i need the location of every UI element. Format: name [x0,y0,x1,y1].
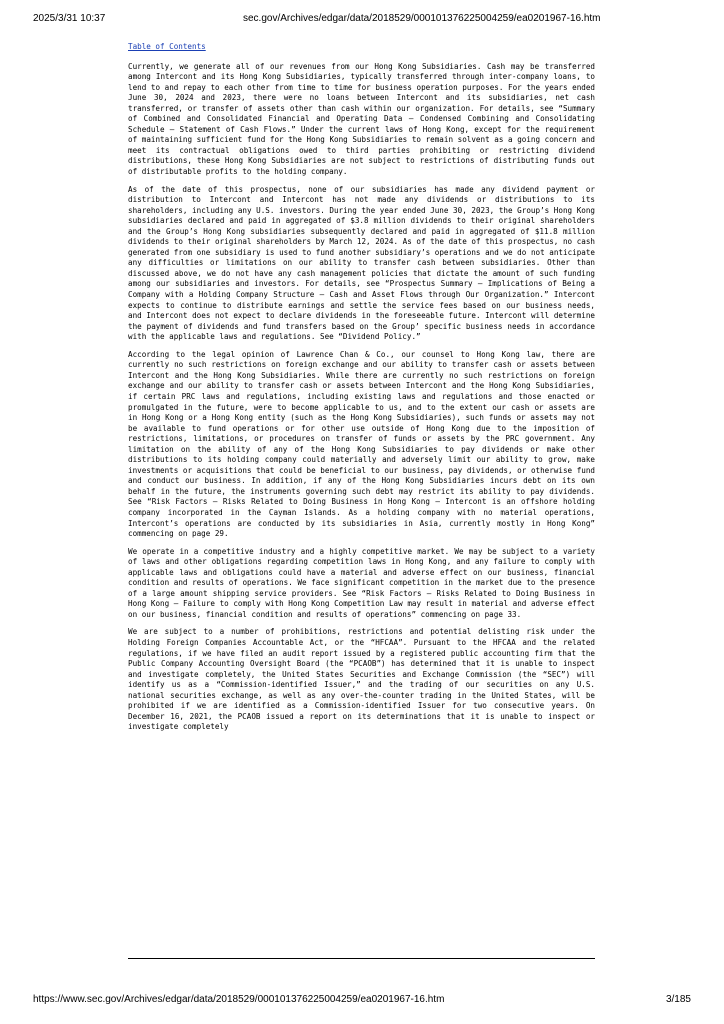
paragraph-hfcaa: We are subject to a number of prohibitions, restrictions and potential delisting risk under the Holding Foreign Companies Accountable Act, or the “HFCAA”. Pursuant to the HFCAA and the related regulations, if we have filed an audit report issued by a registered public accounting firm that the Public Company Accounting Oversight Board (the “PCAOB”) has determined that it is unable to inspect and investigate completely, the United States Securities and Exchange Commission (the “SEC”) will identify us as a “Commission-identified Issuer,” and the trading of our securities on any U.S. national securities exchange, as well as any over-the-counter trading in the United States, will be prohibited if we are identified as a Commission-identified Issuer for two consecutive years. On December 16, 2021, the PCAOB issued a report on its determinations that it is unable to inspect or investigate completely [128,627,595,732]
print-header-url: sec.gov/Archives/edgar/data/2018529/000101376225004259/ea0201967-16.htm [243,13,601,24]
page-number: 3/185 [665,994,691,1005]
document-body [128,42,595,740]
print-footer [0,994,724,1008]
paragraph-cash-transfers: Currently, we generate all of our revenues from our Hong Kong Subsidiaries. Cash may be transferred among Intercont and its Hong Kong Subsidiaries, typically transferred through inter-company loans, to lend to and repay to each other from time to time for business operation purposes. For the years ended June 30, 2024 and 2023, there were no loans between Intercont and its subsidiaries, net cash transferred, or transfer of assets other than cash within our organization. For details, see “Summary of Combined and Consolidated Financial and Operating Data — Condensed Combining and Consolidating Schedule — Statement of Cash Flows.” Under the current laws of Hong Kong, except for the requirement of maintaining sufficient fund for the Hong Kong Subsidiaries to remain solvent as a going concern and meet its contractual obligations owed to third parties prohibiting or restricting dividend distributions, these Hong Kong Subsidiaries are not subject to restrictions of distributing funds out of distributable profits to the holding company. [128,61,595,177]
paragraph-competition: We operate in a competitive industry and a highly competitive market. We may be subject to a variety of laws and other obligations regarding competition laws in Hong Kong, and any failure to comply with applicable laws and obligations could have a material and adverse effect on our business, financial condition and results of operations. We face significant competition in the market due to the presence of a large amount shipping service providers. See “Risk Factors — Risks Related to Doing Business in Hong Kong — Failure to comply with Hong Kong Competition Law may result in material and adverse effect on our business, financial condition and results of operations” commencing on page 33. [128,546,595,619]
paragraph-legal-opinion: According to the legal opinion of Lawrence Chan & Co., our counsel to Hong Kong law, there are currently no such restrictions on foreign exchange and our ability to transfer cash or assets between Intercont and the Hong Kong Subsidiaries. While there are currently no such restrictions on foreign exchange and our ability to transfer cash or assets between Intercont and the Hong Kong Subsidiaries, if certain PRC laws and regulations, including existing laws and regulations and those enacted or promulgated in the future, were to become applicable to us, and to the extent our cash or assets are in Hong Kong or a Hong Kong entity (such as the Hong Kong Subsidiaries), such funds or assets may not be available to fund operations or for other use outside of Hong Kong due to the imposition of restrictions, limitations, or procedures on transfer of funds or assets by the PRC government. Any limitation on the ability of any of the Hong Kong Subsidiaries to pay dividends or make other distributions to its holding company could materially and adversely limit our ability to grow, make investments or acquisitions that could be beneficial to our business, pay dividends, or otherwise fund and conduct our business. In addition, if any of the Hong Kong Subsidiaries incurs debt on its own behalf in the future, the instruments governing such debt may restrict its ability to pay dividends. See “Risk Factors — Risks Related to Doing Business in Hong Kong — Intercont is an offshore holding company incorporated in the Cayman Islands. As a holding company with no material operations, Intercont’s operations are conducted by its subsidiaries in Asia, currently mostly in Hong Kong” commencing on page 29. [128,349,595,539]
paragraph-dividends: As of the date of this prospectus, none of our subsidiaries has made any dividend payment or distribution to Intercont and Intercont has not made any dividends or distributions to its shareholders, including any U.S. investors. During the year ended June 30, 2023, the Group’s Hong Kong subsidiaries declared and paid in aggregated of $3.8 million dividends to their original shareholders and the Group’s Hong Kong subsidiaries subsequently declared and paid in aggregated of $11.8 million dividends to their original shareholders by March 12, 2024. As of the date of this prospectus, no cash generated from one subsidiary is used to fund another subsidiary’s operations and we do not anticipate any difficulties or limitations on our ability to transfer cash between subsidiaries. Other than discussed above, we do not have any cash management policies that dictate the amount of such funding among our subsidiaries and investors. For details, see “Prospectus Summary — Implications of Being a Company with a Holding Company Structure — Cash and Asset Flows through Our Organization.” Intercont expects to continue to distribute earnings and settle the service fees based on our business needs, and Intercont does not expect to declare dividends in the foreseeable future. Intercont will determine the payment of dividends and fund transfers based on the Group’ specific business needs in accordance with the applicable laws and regulations. See “Dividend Policy.” [128,184,595,342]
print-footer-url: https://www.sec.gov/Archives/edgar/data/2018529/000101376225004259/ea0201967-16.htm [33,994,445,1005]
page-divider [128,958,595,959]
print-datetime: 2025/3/31 10:37 [33,13,106,24]
table-of-contents-link[interactable]: Table of Contents [128,42,206,51]
print-header [0,13,724,27]
